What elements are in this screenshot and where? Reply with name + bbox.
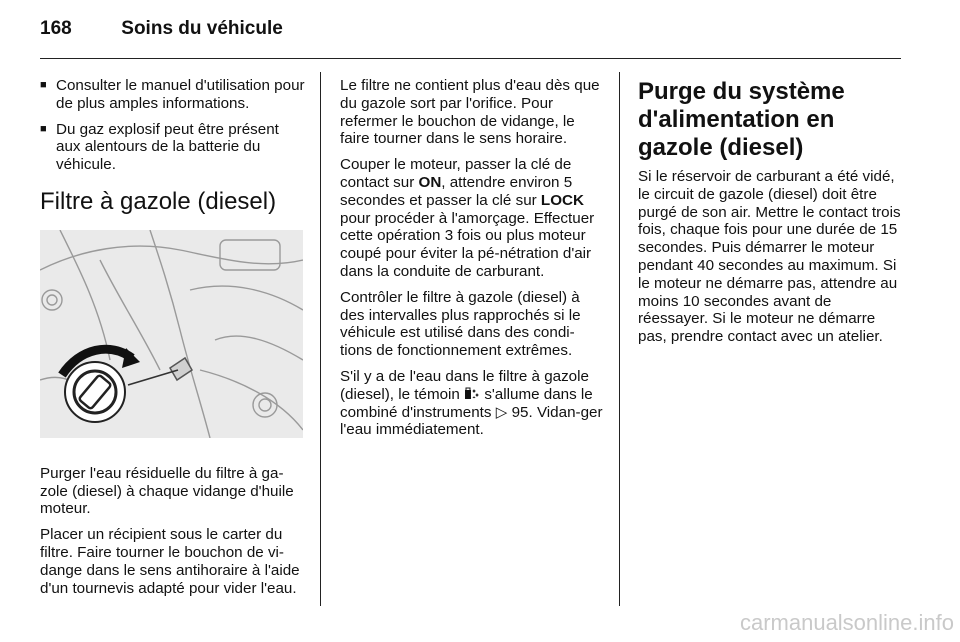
triangle-ref-icon: ▷ bbox=[495, 403, 508, 421]
header-rule bbox=[40, 58, 901, 59]
page-header bbox=[40, 18, 283, 40]
square-bullet-icon: ■ bbox=[40, 79, 47, 91]
water-in-fuel-icon bbox=[464, 387, 480, 400]
fuel-filter-illustration bbox=[40, 230, 303, 438]
paragraph-check-interval: Contrôler le filtre à gazole (diesel) à des intervalles plus rapprochés si le véhicule est utilisé dans des condi-tions de fonctionnement extrêmes. bbox=[340, 288, 581, 360]
paragraph-bleeding: Si le réservoir de carburant a été vidé, le circuit de gazole (diesel) doit être purgé de son air. Mettre le contact trois fois, chaque fois pour une durée de 15 secondes. Puis démarrer le moteur pendant 40 secondes au maximum. Si le moteur ne démarre pas, attendre au moins 10 secondes avant de réessayer. Si le moteur ne démarre pas, prendre contact avec un atelier. bbox=[638, 168, 901, 346]
key-position-on: ON bbox=[418, 173, 442, 191]
section-heading-filter: Filtre à gazole (diesel) bbox=[40, 187, 277, 215]
column-divider-1 bbox=[320, 72, 321, 606]
section-heading-bleeding: Purge du système d'alimentation en gazole (diesel) bbox=[638, 78, 845, 161]
paragraph-container: Placer un récipient sous le carter du filtre. Faire tourner le bouchon de vi-dange dans le sens antihoraire à l'aide d'un tournevis adapté pour vider l'eau. bbox=[40, 526, 300, 597]
page-number: 168 bbox=[40, 18, 72, 39]
bullet-list bbox=[40, 77, 305, 174]
paragraph-no-water: Le filtre ne contient plus d'eau dès que du gazole sort par l'orifice. Pour refermer le bouchon de vidange, le faire tourner dans le sens horaire. bbox=[340, 77, 600, 148]
page-reference[interactable]: 95 bbox=[511, 403, 529, 421]
page-title: Soins du véhicule bbox=[121, 18, 283, 39]
square-bullet-icon: ■ bbox=[40, 122, 47, 135]
paragraph-warning-light: S'il y a de l'eau dans le filtre à gazole (diesel), le témoin s'allume dans le combiné d'instruments ▷ 95. Vidan-ger l'eau immédiatement. bbox=[340, 367, 603, 439]
column-2 bbox=[340, 77, 603, 447]
paragraph-priming: Couper le moteur, passer la clé de contact sur ON, attendre environ 5 secondes et passer la clé sur LOCK pour procéder à l'amorçage. Effectuer cette opération 3 fois ou plus moteur coupé pour éviter la pé-nétration d'air dans la conduite de carburant. bbox=[340, 156, 595, 280]
column-divider-2 bbox=[619, 72, 620, 606]
list-item: ■ Consulter le manuel d'utilisation pour de plus amples informations. bbox=[40, 77, 305, 112]
paragraph-purge-water: Purger l'eau résiduelle du filtre à ga-zole (diesel) à chaque vidange d'huile moteur. bbox=[40, 464, 294, 518]
column-3 bbox=[638, 78, 904, 354]
column-1 bbox=[40, 77, 305, 605]
list-item: ■ Du gaz explosif peut être présent aux alentours de la batterie du véhicule. bbox=[40, 120, 279, 174]
key-position-lock: LOCK bbox=[540, 191, 584, 209]
watermark: carmanualsonline.info bbox=[739, 610, 954, 635]
